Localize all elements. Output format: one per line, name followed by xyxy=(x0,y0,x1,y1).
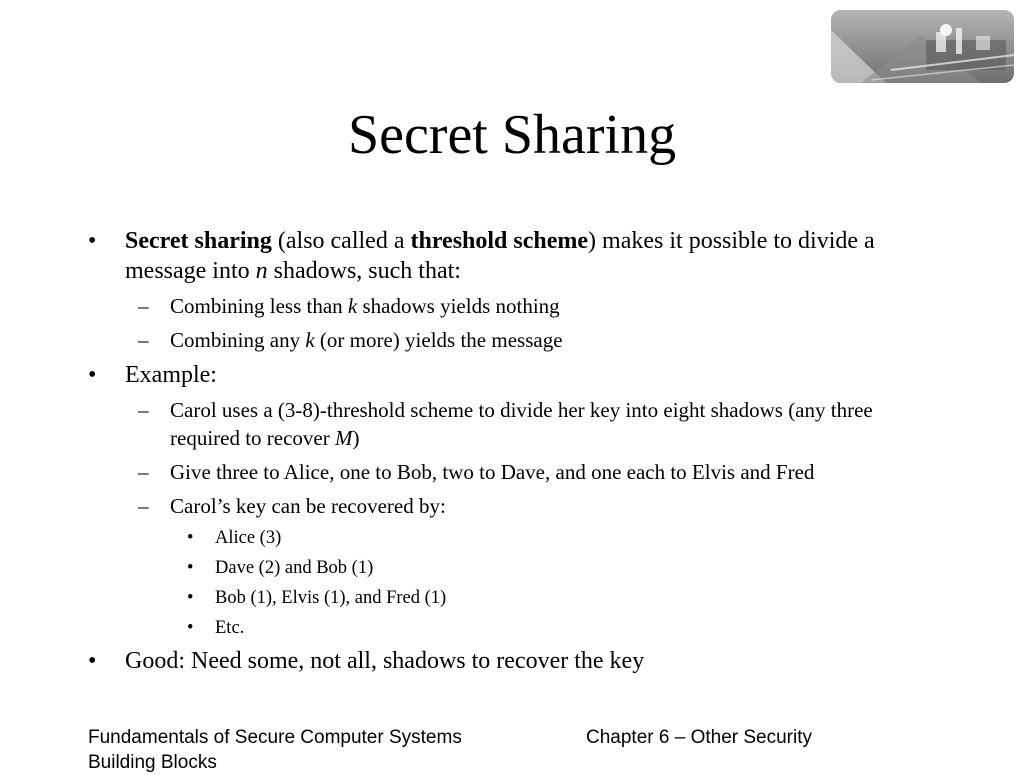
term-secret-sharing: Secret sharing xyxy=(125,228,272,254)
bullet-marker: • xyxy=(187,558,194,578)
variable-m: M xyxy=(335,426,353,450)
sub-bullet-text: shadows yields nothing xyxy=(357,294,560,318)
variable-k: k xyxy=(305,328,315,352)
sub-bullet-text: Give three to Alice, one to Bob, two to Dave, and one each to Elvis and Fred xyxy=(170,460,815,484)
sub-sub-bullet-text: Alice (3) xyxy=(215,528,282,548)
sub-bullet-text: Combining any xyxy=(170,328,306,352)
footer-left-line1: Fundamentals of Secure Computer Systems xyxy=(88,727,462,748)
sub-sub-bullet-etc xyxy=(88,616,938,640)
bullet-marker: • xyxy=(88,648,97,674)
sub-bullet-any-k xyxy=(88,326,938,354)
sub-bullet-text: (or more) yields the message xyxy=(314,328,563,352)
bullet-example xyxy=(88,360,938,390)
dash-marker: – xyxy=(138,398,149,422)
sub-sub-bullet-bob-elvis-fred xyxy=(88,586,938,610)
sub-sub-bullet-alice xyxy=(88,526,938,550)
header-photo-logo xyxy=(831,10,1014,83)
bullet-marker: • xyxy=(187,588,194,608)
sub-bullet-text: Combining less than xyxy=(170,294,348,318)
bullet-text: Example: xyxy=(125,362,217,388)
bullet-text: Good: Need some, not all, shadows to recover the key xyxy=(125,648,645,674)
sub-bullet-text: ) xyxy=(352,426,360,450)
bullet-good xyxy=(88,646,938,676)
bullet-text: ) makes it possible to divide a message into xyxy=(125,228,875,284)
slide-body xyxy=(88,226,938,682)
footer-left-line2: Building Blocks xyxy=(88,752,217,773)
dash-marker: – xyxy=(138,294,149,318)
bullet-text: shadows, such that: xyxy=(267,258,461,284)
sub-sub-bullet-text: Bob (1), Elvis (1), and Fred (1) xyxy=(215,588,447,608)
bullet-marker: • xyxy=(187,618,194,638)
bullet-secret-sharing xyxy=(88,226,938,286)
sub-sub-bullet-text: Dave (2) and Bob (1) xyxy=(215,558,374,578)
bullet-marker: • xyxy=(88,362,97,388)
bullet-marker: • xyxy=(187,528,194,548)
bullet-marker: • xyxy=(88,228,97,254)
sub-bullet-text: Carol uses a (3-8)-threshold scheme to divide her key into eight shadows (any three required to recover xyxy=(170,398,873,450)
sub-sub-bullet-dave-bob xyxy=(88,556,938,580)
sub-bullet-recovery xyxy=(88,492,938,520)
slide-title: Secret Sharing xyxy=(347,104,677,166)
dash-marker: – xyxy=(138,328,149,352)
sub-bullet-distribution xyxy=(88,458,938,486)
term-threshold-scheme: threshold scheme xyxy=(410,228,589,254)
dash-marker: – xyxy=(138,494,149,518)
variable-n: n xyxy=(255,258,268,284)
dash-marker: – xyxy=(138,460,149,484)
sub-bullet-carol-scheme xyxy=(88,396,938,452)
footer-chapter: Chapter 6 – Other Security xyxy=(586,727,812,748)
sub-bullet-less-than-k xyxy=(88,292,938,320)
sub-sub-bullet-text: Etc. xyxy=(215,618,245,638)
sub-bullet-text: Carol’s key can be recovered by: xyxy=(170,494,446,518)
variable-k: k xyxy=(347,294,358,318)
bullet-text: (also called a xyxy=(271,228,411,254)
